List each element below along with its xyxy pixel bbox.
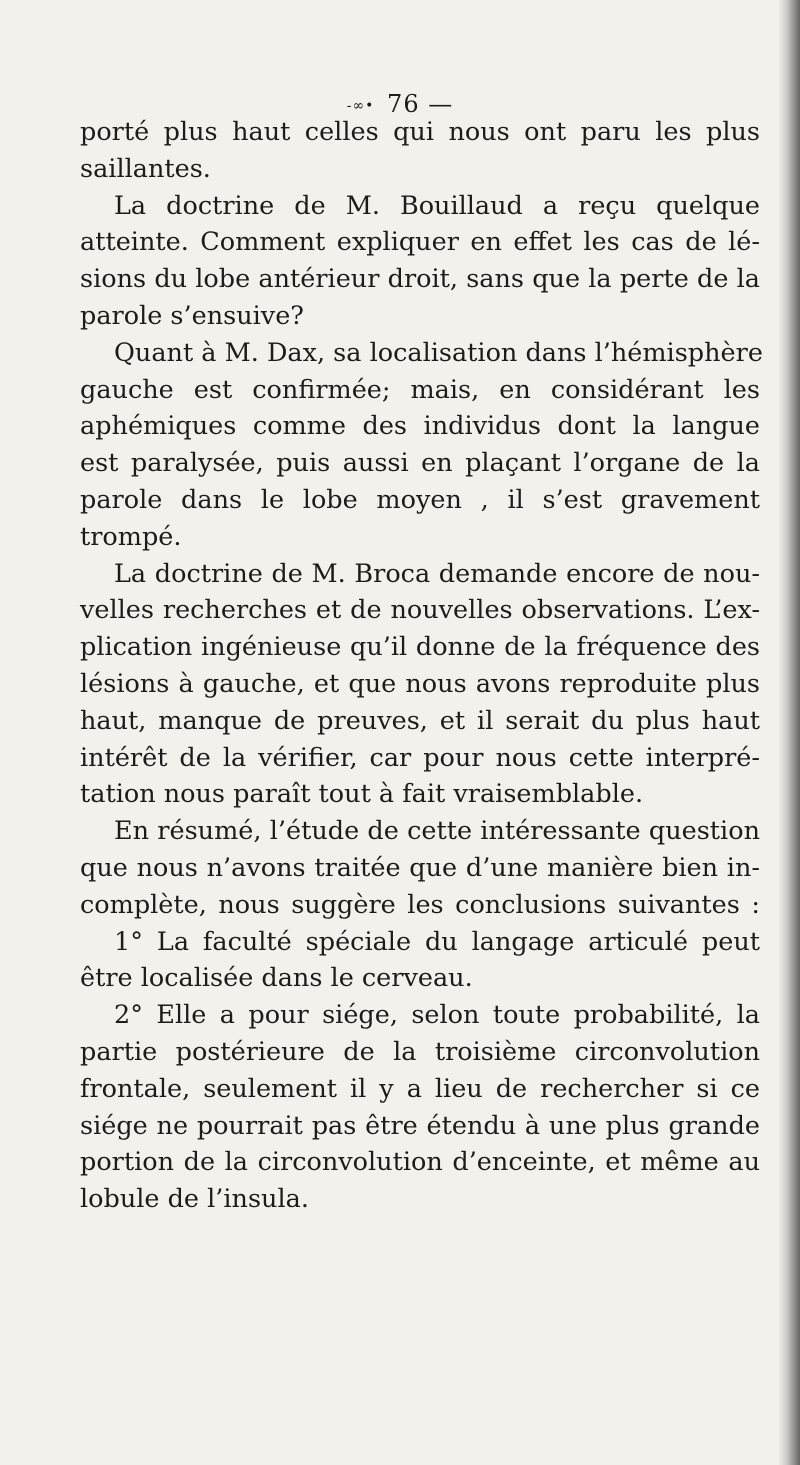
text-line: La doctrine de M. Broca demande encore de nou- xyxy=(114,558,760,589)
text-line: intérêt de la vérifier, car pour nous cette interpré- xyxy=(80,742,760,773)
page-number: 76 xyxy=(387,90,420,118)
text-line: être localisée dans le cerveau. xyxy=(80,963,473,994)
header-ornament: -∞• xyxy=(346,97,375,114)
text-line: trompé. xyxy=(80,521,182,552)
text-line: plication ingénieuse qu’il donne de la fréquence des xyxy=(80,632,760,663)
text-line: lobule de l’insula. xyxy=(80,1184,309,1215)
text-line: En résumé, l’étude de cette intéressante question xyxy=(114,816,760,847)
text-line: que nous n’avons traitée que d’une manière bien in- xyxy=(80,852,760,883)
text-line: atteinte. Comment expliquer en effet les cas de lé- xyxy=(80,227,760,258)
text-line: haut, manque de preuves, et il serait du plus haut xyxy=(80,705,760,736)
text-line: sions du lobe antérieur droit, sans que la perte de la xyxy=(80,264,760,295)
text-line: parole s’ensuive? xyxy=(80,300,304,331)
text-line: 1° La faculté spéciale du langage articulé peut xyxy=(114,926,760,957)
text-line: siége ne pourrait pas être étendu à une plus grande xyxy=(80,1110,760,1141)
text-line: velles recherches et de nouvelles observations. L’ex- xyxy=(80,595,760,626)
text-line: porté plus haut celles qui nous ont paru les plus xyxy=(80,117,760,147)
text-line: La doctrine de M. Bouillaud a reçu quelque xyxy=(114,190,760,221)
text-line: frontale, seulement il y a lieu de rechercher si ce xyxy=(80,1073,760,1104)
text-line: Quant à M. Dax, sa localisation dans l’hémisphère xyxy=(114,337,763,368)
page-edge-shadow xyxy=(778,0,800,1465)
text-line: 2° Elle a pour siége, selon toute probabilité, la xyxy=(114,1000,760,1031)
body-text xyxy=(80,114,763,1218)
header-dash: — xyxy=(428,90,454,118)
text-line: est paralysée, puis aussi en plaçant l’organe de la xyxy=(80,448,760,479)
text-line: portion de la circonvolution d’enceinte, et même au xyxy=(80,1147,760,1178)
text-line: saillantes. xyxy=(80,153,211,184)
text-line: tation nous paraît tout à fait vraisemblable. xyxy=(80,779,644,810)
text-line: lésions à gauche, et que nous avons reproduite plus xyxy=(80,668,760,699)
text-line: gauche est confirmée; mais, en considérant les xyxy=(80,374,760,405)
text-line: aphémiques comme des individus dont la langue xyxy=(80,411,760,442)
text-line: parole dans le lobe moyen , il s’est gravement xyxy=(80,484,760,515)
text-line: partie postérieure de la troisième circonvolution xyxy=(80,1036,760,1067)
text-line: complète, nous suggère les conclusions suivantes : xyxy=(80,889,760,920)
